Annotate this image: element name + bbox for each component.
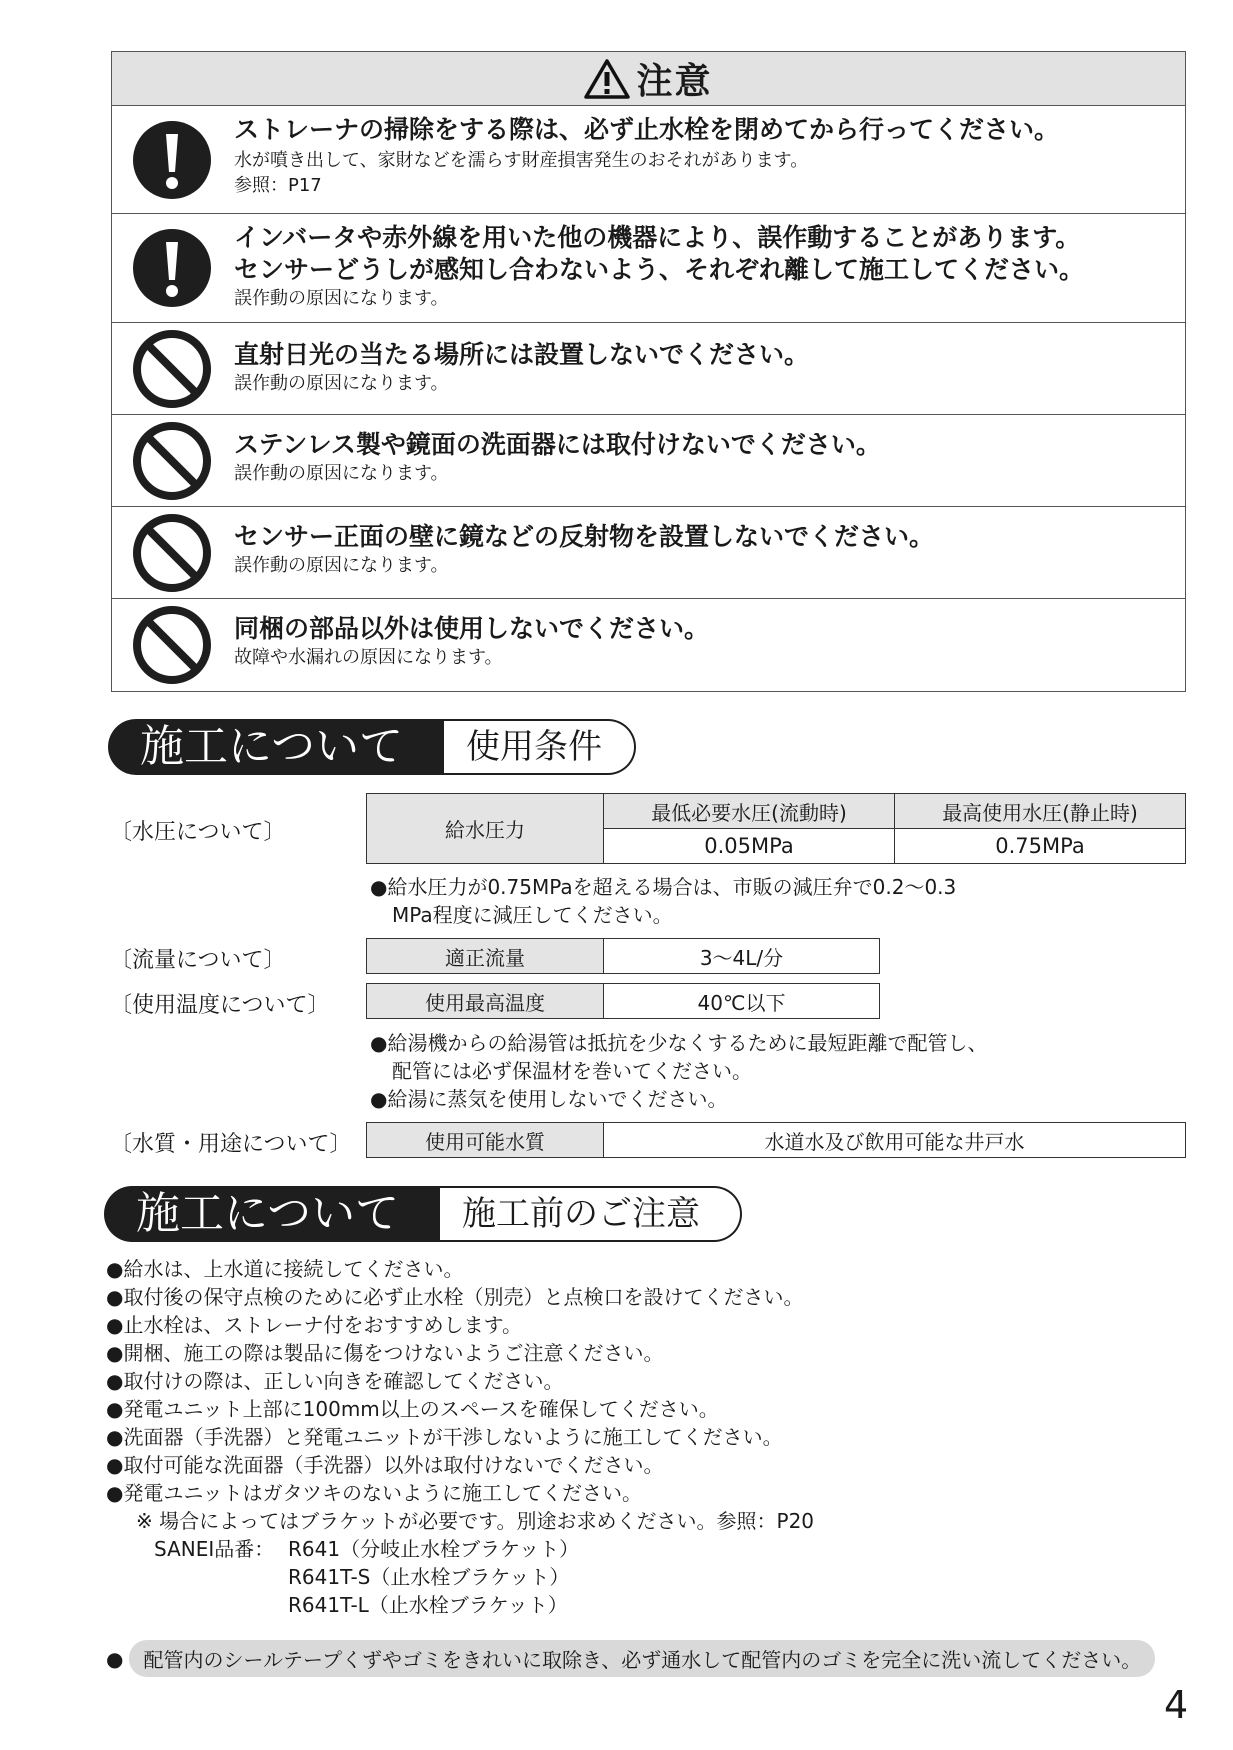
- prohibited-icon: [132, 605, 212, 685]
- water-pressure-table: [366, 793, 1186, 864]
- caution-sub-text: 誤作動の原因になります。: [234, 288, 449, 309]
- caution-item-strainer: [112, 106, 1185, 214]
- water-quality-table: [366, 1122, 1186, 1158]
- temperature-value: 40℃以下: [604, 984, 880, 1019]
- caution-main-text: ストレーナの掃除をする際は、必ず止水栓を閉めてから行ってください。: [234, 115, 1060, 144]
- caution-sub-text: 故障や水漏れの原因になります。: [234, 647, 503, 668]
- temperature-label: 〔使用温度について〕: [110, 993, 330, 1018]
- list-item: ●洗面器（手洗器）と発電ユニットが干渉しないように施工してください。: [106, 1425, 783, 1449]
- section-subtitle: 施工前のご注意: [440, 1186, 742, 1242]
- exclamation-icon: [132, 120, 212, 200]
- caution-main-text: 直射日光の当たる場所には設置しないでください。: [234, 340, 810, 369]
- part-number-row: [106, 1563, 814, 1591]
- caution-item-interference: [112, 214, 1185, 323]
- min-pressure-header: 最低必要水圧(流動時): [604, 794, 895, 829]
- water-pressure-note: [370, 873, 956, 929]
- part-number-spacer: [154, 1563, 288, 1591]
- flow-label: 〔流量について〕: [110, 948, 286, 973]
- min-pressure-value: 0.05MPa: [604, 829, 895, 864]
- caution-sub-text: 誤作動の原因になります。: [234, 463, 449, 484]
- part-number-row: [106, 1591, 814, 1619]
- water-quality-label: 〔水質・用途について〕: [110, 1132, 352, 1157]
- caution-sub-text: 誤作動の原因になります。: [234, 373, 449, 394]
- bullet: ●: [106, 1646, 124, 1671]
- list-item: ●開梱、施工の際は製品に傷をつけないようご注意ください。: [106, 1341, 664, 1365]
- caution-reference: 参照：P17: [234, 175, 322, 196]
- caution-main-text: センサー正面の壁に鏡などの反射物を設置しないでください。: [234, 522, 935, 551]
- list-item: ●取付後の保守点検のために必ず止水栓（別売）と点検口を設けてください。: [106, 1285, 804, 1309]
- caution-box: [111, 51, 1186, 692]
- prohibited-icon: [132, 421, 212, 501]
- temperature-table: [366, 983, 880, 1019]
- water-pressure-label: 〔水圧について〕: [110, 820, 286, 845]
- list-item: ●給水は、上水道に接続してください。: [106, 1257, 464, 1281]
- prohibited-icon: [132, 329, 212, 409]
- caution-title: 注意: [636, 61, 713, 102]
- part-number: R641T-L（止水栓ブラケット）: [288, 1593, 568, 1617]
- caution-item-sunlight: [112, 323, 1185, 415]
- caution-header: [112, 52, 1185, 106]
- list-item: ●止水栓は、ストレーナ付をおすすめします。: [106, 1313, 523, 1337]
- note-line: ●給湯機からの給湯管は抵抗を少なくするために最短距離で配管し、: [370, 1031, 988, 1055]
- water-quality-header: 使用可能水質: [367, 1123, 604, 1158]
- section-title: 施工について: [104, 1186, 440, 1242]
- water-quality-value: 水道水及び飲用可能な井戸水: [604, 1123, 1186, 1158]
- exclamation-icon: [132, 228, 212, 308]
- section-subtitle: 使用条件: [444, 719, 636, 775]
- caution-main-text: センサーどうしが感知し合わないよう、それぞれ離して施工してください。: [234, 255, 1085, 284]
- part-number-spacer: [154, 1591, 288, 1619]
- part-number: R641（分岐止水栓ブラケット）: [288, 1537, 580, 1561]
- flow-value: 3～4L/分: [604, 939, 880, 974]
- caution-item-parts: [112, 599, 1185, 691]
- note-line: MPa程度に減圧してください。: [392, 903, 673, 927]
- supply-pressure-header: 給水圧力: [367, 794, 604, 864]
- temperature-header: 使用最高温度: [367, 984, 604, 1019]
- max-pressure-value: 0.75MPa: [895, 829, 1186, 864]
- prohibited-icon: [132, 513, 212, 593]
- part-number-label: SANEI品番：: [154, 1537, 275, 1561]
- caution-main-text: 同梱の部品以外は使用しないでください。: [234, 614, 710, 643]
- caution-item-stainless: [112, 415, 1185, 507]
- bracket-note: ※ 場合によってはブラケットが必要です。別途お求めください。参照：P20: [136, 1509, 815, 1533]
- caution-sub-text: 水が噴き出して、家財などを濡らす財産損害発生のおそれがあります。: [234, 150, 809, 171]
- warning-triangle-icon: [584, 59, 630, 99]
- list-item: ●発電ユニット上部に100mm以上のスペースを確保してください。: [106, 1397, 719, 1421]
- note-line: ●給湯に蒸気を使用しないでください。: [370, 1087, 728, 1111]
- section-title: 施工について: [108, 719, 444, 775]
- note-line: 配管には必ず保温材を巻いてください。: [392, 1059, 752, 1083]
- caution-sub-text: 誤作動の原因になります。: [234, 555, 449, 576]
- precautions-list: [106, 1255, 814, 1619]
- final-note: [106, 1640, 1155, 1677]
- list-item: ●取付可能な洗面器（手洗器）以外は取付けないでください。: [106, 1453, 664, 1477]
- caution-main-text: ステンレス製や鏡面の洗面器には取付けないでください。: [234, 430, 881, 459]
- flow-header: 適正流量: [367, 939, 604, 974]
- list-item: ●発電ユニットはガタツキのないように施工してください。: [106, 1481, 643, 1505]
- final-note-text: 配管内のシールテープくずやゴミをきれいに取除き、必ず通水して配管内のゴミを完全に洗い流してください。: [129, 1640, 1155, 1677]
- list-item: ●取付けの際は、正しい向きを確認してください。: [106, 1369, 564, 1393]
- page-number: 4: [1164, 1683, 1189, 1727]
- max-pressure-header: 最高使用水圧(静止時): [895, 794, 1186, 829]
- temperature-notes: [370, 1029, 987, 1113]
- part-number: R641T-S（止水栓ブラケット）: [288, 1565, 570, 1589]
- part-number-row: [106, 1535, 814, 1563]
- caution-item-reflector: [112, 507, 1185, 599]
- note-line: ●給水圧力が0.75MPaを超える場合は、市販の減圧弁で0.2～0.3: [370, 875, 957, 899]
- caution-main-text: インバータや赤外線を用いた他の機器により、誤作動することがあります。: [234, 223, 1081, 252]
- flow-table: [366, 938, 880, 974]
